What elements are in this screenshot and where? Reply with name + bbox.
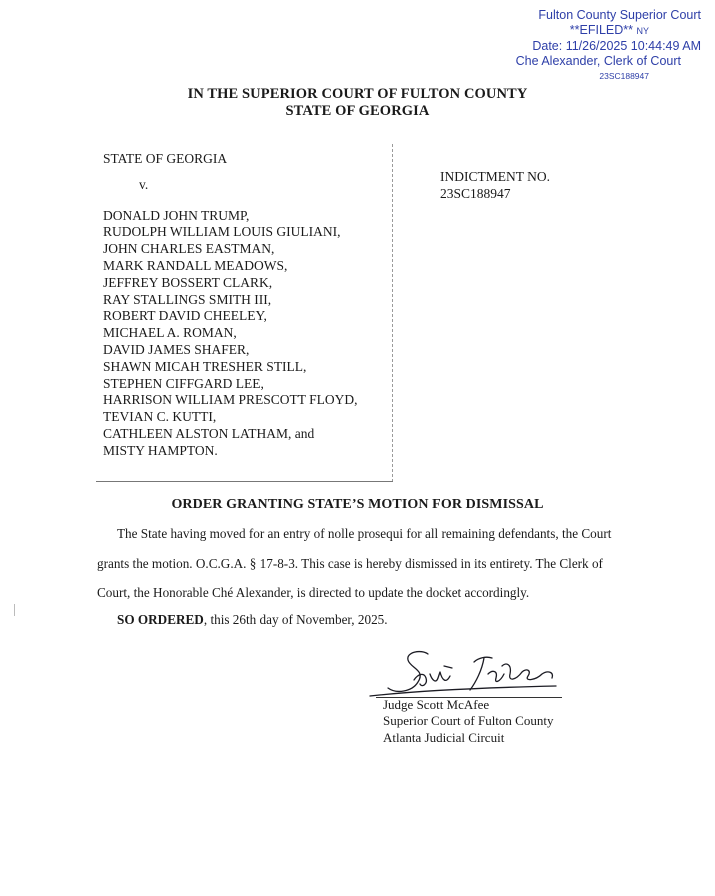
indictment-label: INDICTMENT NO. — [440, 169, 550, 184]
signature-stroke — [430, 672, 450, 681]
defendant-name: ROBERT DAVID CHEELEY, — [103, 308, 267, 324]
so-ordered-date: , this 26th day of November, 2025. — [203, 612, 388, 627]
court-heading-line1: IN THE SUPERIOR COURT OF FULTON COUNTY — [187, 86, 528, 102]
signature-stroke — [444, 666, 452, 668]
defendant-name: RUDOLPH WILLIAM LOUIS GIULIANI, — [103, 224, 341, 240]
versus: v. — [139, 176, 149, 192]
judge-circuit: Atlanta Judicial Circuit — [383, 729, 505, 745]
stamp-case-no: 23SC188947 — [599, 71, 649, 81]
judge-signature — [366, 644, 566, 704]
defendant-name: JEFFREY BOSSERT CLARK, — [103, 274, 273, 290]
stamp-court: Fulton County Superior Court — [538, 8, 701, 22]
defendant-name: TEVIAN C. KUTTI, — [103, 409, 217, 425]
so-ordered — [117, 608, 388, 632]
signature-block — [383, 697, 553, 746]
caption-underline — [96, 481, 393, 482]
defendant-name: HARRISON WILLIAM PRESCOTT FLOYD, — [103, 392, 358, 408]
so-ordered-bold: SO ORDERED — [117, 612, 204, 627]
order-line: grants the motion. O.C.G.A. § 17-8-3. This case is hereby dismissed in its entirety. The Clerk of — [97, 555, 603, 571]
defendant-name: JOHN CHARLES EASTMAN, — [103, 241, 275, 257]
order-line — [97, 519, 637, 549]
caption-divider — [392, 144, 393, 482]
defendant-name: RAY STALLINGS SMITH III, — [103, 291, 272, 307]
order-title: ORDER GRANTING STATE’S MOTION FOR DISMISSAL — [171, 497, 544, 512]
signature-stroke — [502, 664, 552, 680]
stamp-efiled — [516, 23, 649, 39]
judge-name: Judge Scott McAfee — [383, 697, 490, 712]
case-caption-parties — [103, 151, 358, 460]
indictment-number: 23SC188947 — [440, 185, 511, 201]
plaintiff: STATE OF GEORGIA — [103, 151, 228, 166]
defendant-name: MISTY HAMPTON. — [103, 442, 218, 458]
stamp-efiled-text: **EFILED** — [569, 23, 633, 37]
margin-mark — [14, 604, 15, 616]
stamp-date: Date: 11/26/2025 10:44:49 AM — [532, 39, 701, 53]
order-body — [97, 519, 637, 608]
efiled-stamp — [516, 8, 701, 84]
defendant-name: STEPHEN CIFFGARD LEE, — [103, 375, 264, 391]
defendant-name: SHAWN MICAH TRESHER STILL, — [103, 358, 307, 374]
signature-stroke — [488, 671, 504, 681]
stamp-efiled-suffix: NY — [636, 26, 649, 36]
order-line-text: The State having moved for an entry of nolle prosequi for all remaining defendants, the Court — [117, 526, 612, 541]
court-heading — [0, 86, 715, 120]
defendant-name: MICHAEL A. ROMAN, — [103, 325, 237, 341]
defendant-name: MARK RANDALL MEADOWS, — [103, 257, 288, 273]
order-line: Court, the Honorable Ché Alexander, is directed to update the docket accordingly. — [97, 585, 530, 600]
defendant-name: DAVID JAMES SHAFER, — [103, 341, 250, 357]
defendant-list — [103, 208, 358, 460]
defendant-name: CATHLEEN ALSTON LATHAM, and — [103, 425, 315, 441]
court-heading-line2: STATE OF GEORGIA — [285, 103, 430, 119]
stamp-clerk: Che Alexander, Clerk of Court — [515, 54, 681, 68]
judge-court: Superior Court of Fulton County — [383, 713, 554, 729]
indictment-block — [440, 169, 550, 202]
defendant-name: DONALD JOHN TRUMP, — [103, 207, 250, 223]
